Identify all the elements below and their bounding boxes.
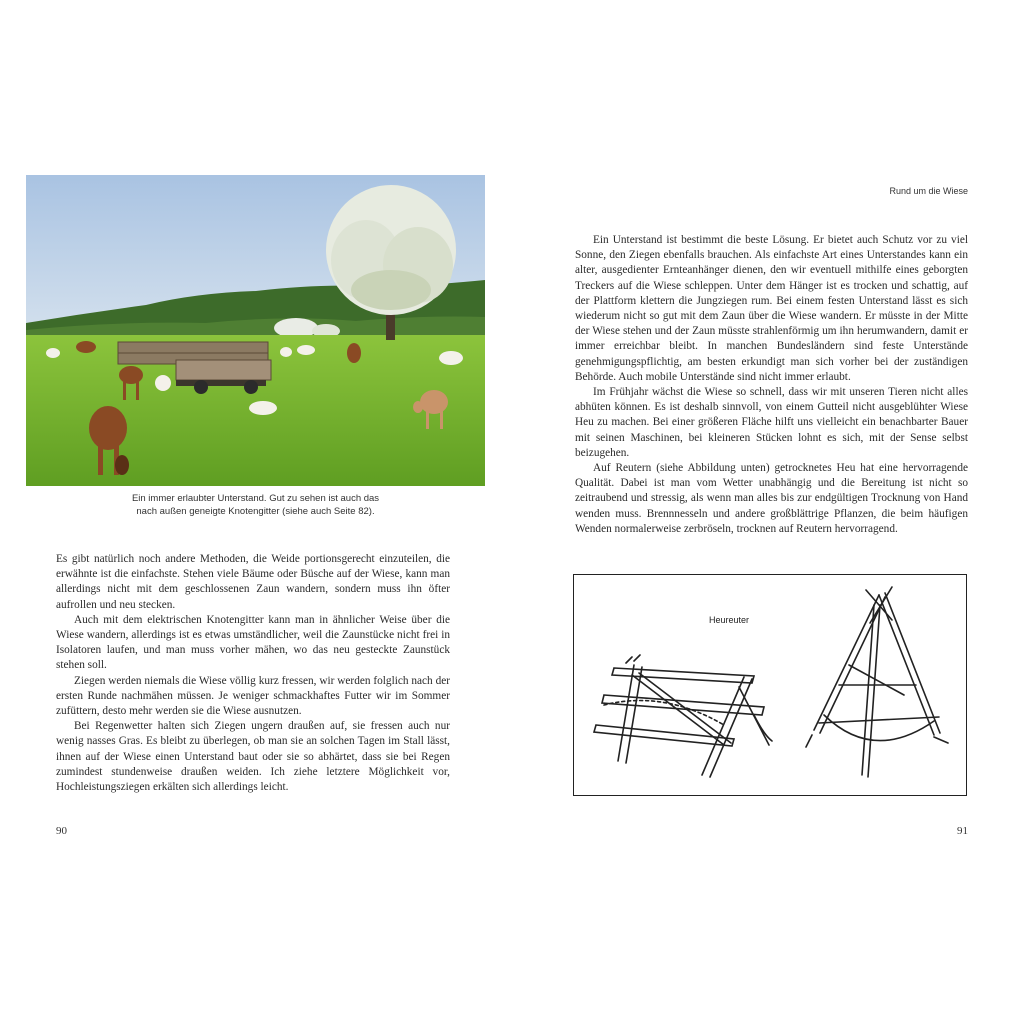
caption-line: nach außen geneigte Knotengitter (siehe auch Seite 82). — [136, 506, 375, 517]
figure-label: Heureuter — [709, 615, 750, 625]
paragraph: Bei Regenwetter halten sich Ziegen ungern draußen auf, sie fressen auch nur wenig nasses Gras. Es bleibt zu überlegen, ob man sie an solchen Tagen im Stall lässt, ihnen auf der Wiese einen Unterstand baut oder sie so abhärtet, dass sie bei Regen zumindest stundenweise draußen weiden. Ich ziehe letztere Möglichkeit vor, Hochleistungsziegen erkälten sich allerdings leicht. — [56, 720, 450, 794]
page-number-left: 90 — [56, 825, 67, 837]
tripod-hay-rack-drawing — [806, 587, 948, 777]
meadow-goats-photo — [26, 175, 485, 486]
right-page-body — [575, 233, 968, 537]
page-number-right: 91 — [957, 825, 968, 837]
paragraph: Es gibt natürlich noch andere Methoden, die Weide portionsgerecht einzuteilen, die erwähnte ist die einfachste. Stehen viele Bäume oder Büsche auf der Wiese, kann man allerdings nicht mit dem geschlossenen Zaun wandern, sondern muss ihn öfter aufrollen und neu stecken. — [56, 553, 450, 611]
paragraph: Auch mit dem elektrischen Knotengitter kann man in ähnlicher Weise über die Wiese wandern, allerdings ist es etwas umständlicher, weil die Zaunstücke nicht frei in Isolatoren laufen, und man muss vorher mähen, wo das neu gesteckte Zaunstück stehen soll. — [56, 613, 450, 672]
trestle-hay-rack-drawing — [594, 655, 772, 777]
paragraph: Auf Reutern (siehe Abbildung unten) getrocknetes Heu hat eine hervorragende Qualität. Dabei ist man vom Wetter unabhängig und die Bereitung ist nicht so zeitraubend und stressig, als wenn man alles bis zur endgültigen Trocknung von Hand wenden muss. Brennnesseln und andere großblättrige Pflanzen, die beim häufigen Wenden normalerweise zerbröseln, trocknen auf Reutern hervorragend. — [575, 462, 968, 535]
running-head: Rund um die Wiese — [889, 186, 968, 196]
paragraph: Ziegen werden niemals die Wiese völlig kurz fressen, wir werden folglich nach der ersten Runde nachmähen müssen. Je weniger schmackhaftes Futter wir im Sommer zufüttern, desto mehr werden sie die Wiese ausnutzen. — [56, 674, 450, 718]
hay-rack-illustration — [573, 574, 967, 796]
left-page-body — [56, 552, 450, 795]
caption-line: Ein immer erlaubter Unterstand. Gut zu sehen ist auch das — [131, 493, 380, 504]
paragraph: Ein Unterstand ist bestimmt die beste Lösung. Er bietet auch Schutz vor zu viel Sonne, den Ziegen ebenfalls brauchen. Als einfachste Art eines Unterstandes kann ein alter, ausgedienter Ernteanhänger dienen, den wir eventuell mithilfe eines geborgten Treckers auf die Wiese schleppen. Unter dem Hänger ist es trocken und schattig, auf der Plattform klettern die Jungziegen rum. Bei einem festen Unterstand lässt es sich wiederum nicht so gut mit dem Zaun über die Wiese wandern. Er müsste in der Mitte der Wiese stehen und der Zaun müsste strahlenförmig um ihn herumwandern, damit er immer erreichbar bleibt. In manchen Bundesländern sind feste Unterstände genehmigungspflichtig, am besten erkundigt man sich vorher bei der zuständigen Behörde. Auch mobile Unterstände sind nicht immer erlaubt. — [575, 234, 968, 383]
photo-caption — [26, 492, 485, 518]
paragraph: Im Frühjahr wächst die Wiese so schnell, dass wir mit unseren Tieren nicht alles abhüten können. Es ist deshalb sinnvoll, von einem Gutteil nicht ausgeblühter Wiese Heu zu machen. Bei einer größeren Fläche hilft uns vielleicht ein benachbarter Bauer mit seinen Maschinen, bei kleineren Stücken lohnt es sich, mit der Sense selbst beizugehen. — [575, 386, 968, 459]
